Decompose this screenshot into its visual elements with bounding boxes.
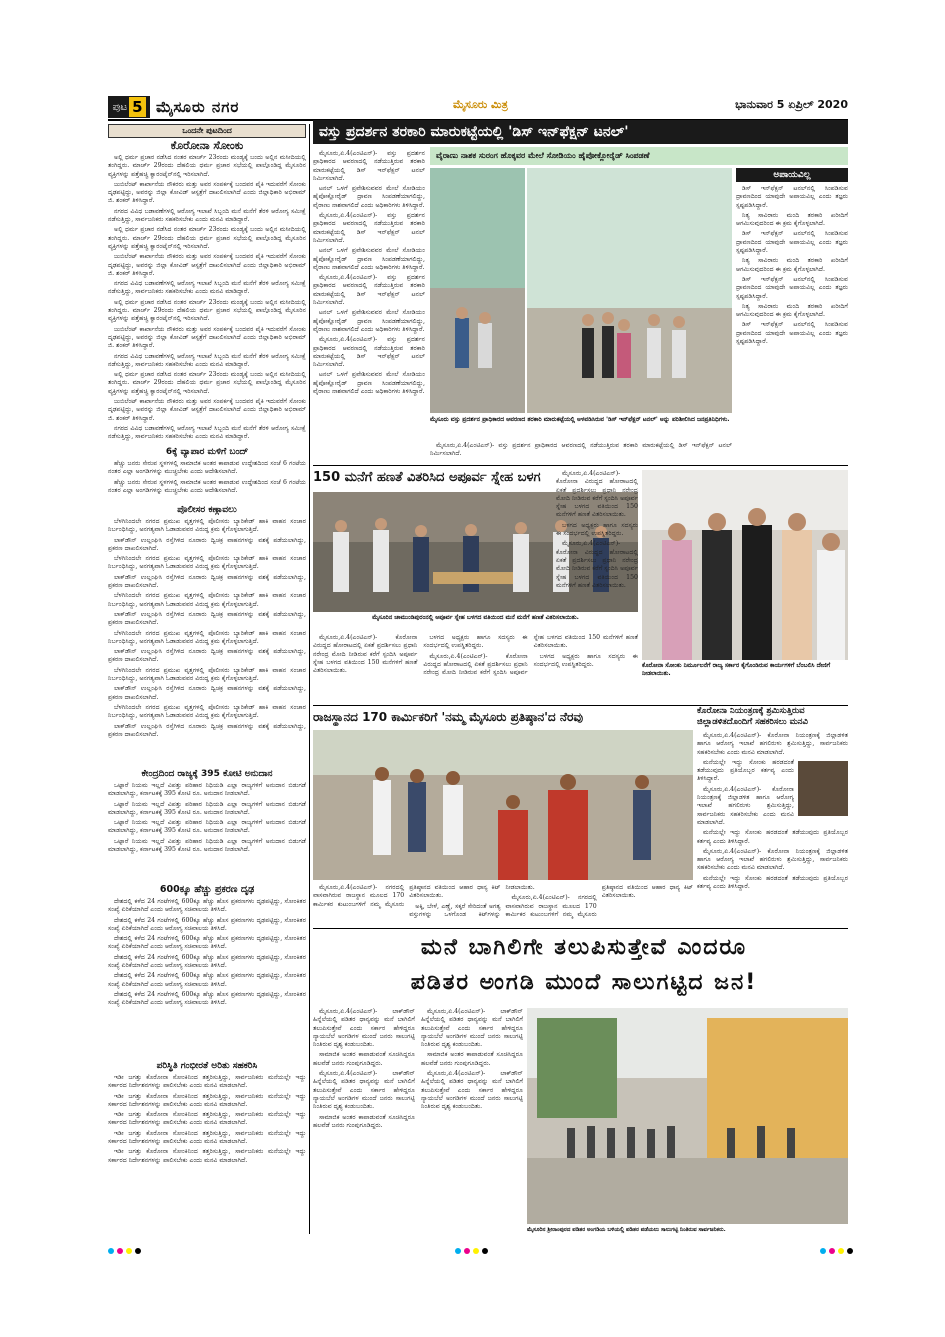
donation-photo [642,470,848,660]
paragraph: ಮೈಸೂರು,ಏ.4(ಎಂಟಿಎನ್)- ಲಾಕ್‌ಡೌನ್ ಹಿನ್ನೆಲೆಯಲ್ಲಿ ಪಡಿತರ ಧಾನ್ಯವನ್ನು ಮನೆ ಬಾಗಿಲಿಗೆ ತಲುಪಿಸುತ್ತೇವೆ ಎಂದು ಸರ್ಕಾರ ಹೇಳಿದ್ದರೂ ನ್ಯಾಯಬೆಲೆ ಅಂಗಡಿಗಳ ಮುಂದೆ ಜನರು ಸಾಲುಗಟ್ಟಿ ನಿಂತಿರುವ ದೃಶ್ಯ ಕಂಡುಬಂದಿತು. [421,1070,523,1111]
bottom-headline-line2: ಪಡಿತರ ಅಂಗಡಿ ಮುಂದೆ ಸಾಲುಗಟ್ಟಿದ ಜನ! [410,970,758,995]
top-story-body-col1 [313,150,425,460]
paragraph: ಒಟ್ಟಾರೆ ನಿಯಮ ಇಲ್ಲದೆ ವಿಪತ್ತು ಪರಿಹಾರ ನಿಧಿಯಡಿ ಎಲ್ಲಾ ರಾಜ್ಯಗಳಿಗೆ ಅನುದಾನ ಬಿಡುಗಡೆ ಮಾಡಲಾಗಿದ್ದು, ಕರ್ನಾಟಕಕ್ಕೆ 395 ಕೋಟಿ ರೂ. ಅನುದಾನ ನೀಡಲಾಗಿದೆ. [108,819,306,835]
paragraph: ದೇಶದಲ್ಲಿ ಕಳೆದ 24 ಗಂಟೆಗಳಲ್ಲಿ 600ಕ್ಕೂ ಹೆಚ್ಚು ಹೊಸ ಪ್ರಕರಣಗಳು ದೃಢಪಟ್ಟಿದ್ದು, ಸೋಂಕಿತರ ಸಂಖ್ಯೆ ಏರಿಕೆಯಾಗಿದೆ ಎಂದು ಆರೋಗ್ಯ ಸಚಿವಾಲಯ ತಿಳಿಸಿದೆ. [108,990,306,1007]
story3-body [313,884,693,924]
section-title: ಮೈಸೂರು ನಗರ [156,98,240,116]
sidebar-title: ಅಪಾಯವಿಲ್ಲ [736,168,848,182]
paragraph: ಲಾಕ್‌ಡೌನ್ ಉಲ್ಲಂಘಿಸಿ ರಸ್ತೆಗಿಳಿದ ನೂರಾರು ದ್ವಿಚಕ್ರ ವಾಹನಗಳನ್ನು ವಶಕ್ಕೆ ಪಡೆಯಲಾಗಿದ್ದು, ಪ್ರಕರಣ ದಾಖಲಿಸಲಾಗಿದೆ. [108,685,306,701]
paragraph: ಮೈಸೂರು,ಏ.4(ಎಂಟಿಎನ್)- ಕೊರೋನಾ ವಿರುದ್ಧದ ಹೋರಾಟದಲ್ಲಿ ಏಕತೆ ಪ್ರದರ್ಶಿಸಲು ಪ್ರಧಾನಿ ನರೇಂದ್ರ ಮೋದಿ ನೀಡಿರುವ ಕರೆಗೆ ಸ್ಪಂದಿಸಿ ಅಪೂರ್ವ ಸ್ನೇಹ ಬಳಗದ ವತಿಯಿಂದ 150 ಮನೆಗಳಿಗೆ ಹಣತೆ ವಿತರಿಸಲಾಯಿತು. [313,634,418,675]
paragraph: ಮೈಸೂರು,ಏ.4(ಎಂಟಿಎನ್)- ವಸ್ತು ಪ್ರದರ್ಶನ ಪ್ರಾಧಿಕಾರದ ಆವರಣದಲ್ಲಿ ನಡೆಯುತ್ತಿರುವ ತರಕಾರಿ ಮಾರುಕಟ್ಟೆಯಲ್ಲಿ ಡಿಸ್ ಇನ್‌ಫೆಕ್ಷನ್ ಟನಲ್ ನಿರ್ಮಿಸಲಾಗಿದೆ. [313,212,425,244]
paragraph: ಅಲ್ಲಿ ಧರ್ಮ ಪ್ರಚಾರ ನಡೆಸಿದ ನಂತರ ಮಾರ್ಚ್ 23ರಂದು ಮಂಡ್ಯಕ್ಕೆ ಬಂದು ಅಲ್ಲಿನ ಮಸೀದಿಯಲ್ಲಿ ತಂಗಿದ್ದರು. ಮಾರ್ಚ್ 29ರಂದು ದೆಹಲಿಯ ಧರ್ಮ ಪ್ರಚಾರ ಸಭೆಯಲ್ಲಿ ಪಾಲ್ಗೊಂಡಿದ್ದ ಮೈಸೂರಿನ ವ್ಯಕ್ತಿಗಳನ್ನು ಪತ್ತೆಹಚ್ಚಿ ಕ್ವಾರಂಟೈನ್‌ನಲ್ಲಿ ಇರಿಸಲಾಗಿದೆ. [108,154,306,178]
story4-headline: ಕೊರೋನಾ ನಿಯಂತ್ರಣಕ್ಕೆ ಶ್ರಮಿಸುತ್ತಿರುವ ಜಿಲ್ಲಾಡಳಿತದೊಂದಿಗೆ ಸಹಕರಿಸಲು ಮನವಿ [697,706,808,727]
paragraph: ಮೈಸೂರು,ಏ.4(ಎಂಟಿಎನ್)- ಲಾಕ್‌ಡೌನ್ ಹಿನ್ನೆಲೆಯಲ್ಲಿ ಪಡಿತರ ಧಾನ್ಯವನ್ನು ಮನೆ ಬಾಗಿಲಿಗೆ ತಲುಪಿಸುತ್ತೇವೆ ಎಂದು ಸರ್ಕಾರ ಹೇಳಿದ್ದರೂ ನ್ಯಾಯಬೆಲೆ ಅಂಗಡಿಗಳ ಮುಂದೆ ಜನರು ಸಾಲುಗಟ್ಟಿ ನಿಂತಿರುವ ದೃಶ್ಯ ಕಂಡುಬಂದಿತು. [313,1008,415,1049]
paragraph: ದೇಶದಲ್ಲಿ ಕಳೆದ 24 ಗಂಟೆಗಳಲ್ಲಿ 600ಕ್ಕೂ ಹೆಚ್ಚು ಹೊಸ ಪ್ರಕರಣಗಳು ದೃಢಪಟ್ಟಿದ್ದು, ಸೋಂಕಿತರ ಸಂಖ್ಯೆ ಏರಿಕೆಯಾಗಿದೆ ಎಂದು ಆರೋಗ್ಯ ಸಚಿವಾಲಯ ತಿಳಿಸಿದೆ. [108,935,306,951]
paragraph: ನಗರದ ವಿವಿಧ ಬಡಾವಣೆಗಳಲ್ಲಿ ಆರೋಗ್ಯ ಇಲಾಖೆ ಸಿಬ್ಬಂದಿ ಮನೆ ಮನೆಗೆ ತೆರಳಿ ಆರೋಗ್ಯ ಸಮೀಕ್ಷೆ ನಡೆಸುತ್ತಿದ್ದು, ಸಾರ್ವಜನಿಕರು ಸಹಕರಿಸಬೇಕು ಎಂದು ಮನವಿ ಮಾಡಿದ್ದಾರೆ. [108,352,306,368]
paragraph: ಹೆಚ್ಚು ಜನರು ಸೇರುವ ಸ್ಥಳಗಳಲ್ಲಿ ಸಾಮಾಜಿಕ ಅಂತರ ಕಾಪಾಡುವ ಉದ್ದೇಶದಿಂದ ಸಂಜೆ 6 ಗಂಟೆಯ ನಂತರ ಎಲ್ಲಾ ಅಂಗಡಿಗಳನ್ನು ಮುಚ್ಚಬೇಕು ಎಂದು ಆದೇಶಿಸಲಾಗಿದೆ. [108,460,306,476]
paragraph: ದೇಶದಲ್ಲಿ ಕಳೆದ 24 ಗಂಟೆಗಳಲ್ಲಿ 600ಕ್ಕೂ ಹೆಚ್ಚು ಹೊಸ ಪ್ರಕರಣಗಳು ದೃಢಪಟ್ಟಿದ್ದು, ಸೋಂಕಿತರ ಸಂಖ್ಯೆ ಏರಿಕೆಯಾಗಿದೆ ಎಂದು ಆರೋಗ್ಯ ಸಚಿವಾಲಯ ತಿಳಿಸಿದೆ. [108,916,306,932]
paragraph: ದೇಶದಲ್ಲಿ ಕಳೆದ 24 ಗಂಟೆಗಳಲ್ಲಿ 600ಕ್ಕೂ ಹೆಚ್ಚು ಹೊಸ ಪ್ರಕರಣಗಳು ದೃಢಪಟ್ಟಿದ್ದು, ಸೋಂಕಿತರ ಸಂಖ್ಯೆ ಏರಿಕೆಯಾಗಿದೆ ಎಂದು ಆರೋಗ್ಯ ಸಚಿವಾಲಯ ತಿಳಿಸಿದೆ. [108,972,306,988]
paragraph: ಒಟ್ಟಾರೆ ನಿಯಮ ಇಲ್ಲದೆ ವಿಪತ್ತು ಪರಿಹಾರ ನಿಧಿಯಡಿ ಎಲ್ಲಾ ರಾಜ್ಯಗಳಿಗೆ ಅನುದಾನ ಬಿಡುಗಡೆ ಮಾಡಲಾಗಿದ್ದು, ಕರ್ನಾಟಕಕ್ಕೆ 395 ಕೋಟಿ ರೂ. ಅನುದಾನ ನೀಡಲಾಗಿದೆ. [108,837,306,854]
paragraph: ನಗರದ ವಿವಿಧ ಬಡಾವಣೆಗಳಲ್ಲಿ ಆರೋಗ್ಯ ಇಲಾಖೆ ಸಿಬ್ಬಂದಿ ಮನೆ ಮನೆಗೆ ತೆರಳಿ ಆರೋಗ್ಯ ಸಮೀಕ್ಷೆ ನಡೆಸುತ್ತಿದ್ದು, ಸಾರ್ವಜನಿಕರು ಸಹಕರಿಸಬೇಕು ಎಂದು ಮನವಿ ಮಾಡಿದ್ದಾರೆ. [108,424,306,441]
story-cases-body [108,898,306,1058]
paragraph: ದೇಶದಲ್ಲಿ ಕಳೆದ 24 ಗಂಟೆಗಳಲ್ಲಿ 600ಕ್ಕೂ ಹೆಚ್ಚು ಹೊಸ ಪ್ರಕರಣಗಳು ದೃಢಪಟ್ಟಿದ್ದು, ಸೋಂಕಿತರ ಸಂಖ್ಯೆ ಏರಿಕೆಯಾಗಿದೆ ಎಂದು ಆರೋಗ್ಯ ಸಚಿವಾಲಯ ತಿಳಿಸಿದೆ. [108,953,306,970]
kicker: ಒಂದನೇ ಪುಟದಿಂದ [108,124,306,138]
section-rule [313,928,848,929]
paragraph: ಬಳಗದ ಅಧ್ಯಕ್ಷರು ಹಾಗೂ ಸದಸ್ಯರು ಈ ಸಂದರ್ಭದಲ್ಲಿ ಉಪಸ್ಥಿತರಿದ್ದರು. [533,652,638,668]
paragraph: ಬೆಳಗಿನಿಂದಲೇ ನಗರದ ಪ್ರಮುಖ ವೃತ್ತಗಳಲ್ಲಿ ಪೊಲೀಸರು ಬ್ಯಾರಿಕೇಡ್ ಹಾಕಿ ವಾಹನ ಸಂಚಾರ ನಿರ್ಬಂಧಿಸಿದ್ದು, ಅನಗತ್ಯವಾಗಿ ಓಡಾಡುವವರ ವಿರುದ್ಧ ಕ್ರಮ ಕೈಗೊಳ್ಳಲಾಗುತ್ತಿದೆ. [108,518,306,534]
story-corona-body [108,154,306,444]
paragraph: ಇಡೀ ಜಗತ್ತು ಕೊರೋನಾ ಸೋಂಕಿನಿಂದ ತತ್ತರಿಸುತ್ತಿದ್ದು, ಸಾರ್ವಜನಿಕರು ಮನೆಯಲ್ಲೇ ಇದ್ದು ಸರ್ಕಾರದ ನಿರ್ದೇಶನಗಳನ್ನು ಪಾಲಿಸಬೇಕು ಎಂದು ಮನವಿ ಮಾಡಲಾಗಿದೆ. [108,1129,306,1146]
section-rule [313,465,848,466]
paragraph: ಲಾಕ್‌ಡೌನ್ ಉಲ್ಲಂಘಿಸಿ ರಸ್ತೆಗಿಳಿದ ನೂರಾರು ದ್ವಿಚಕ್ರ ವಾಹನಗಳನ್ನು ವಶಕ್ಕೆ ಪಡೆಯಲಾಗಿದ್ದು, ಪ್ರಕರಣ ದಾಖಲಿಸಲಾಗಿದೆ. [108,573,306,590]
paragraph: ಮನೆಯಲ್ಲೇ ಇದ್ದು ಸೋಂಕು ಹರಡದಂತೆ ತಡೆಯುವುದು ಪ್ರತಿಯೊಬ್ಬರ ಕರ್ತವ್ಯ ಎಂದು ತಿಳಿಸಿದ್ದಾರೆ. [697,874,848,891]
paragraph: ನಿತ್ಯ ಸಾವಿರಾರು ಮಂದಿ ತರಕಾರಿ ಖರೀದಿಗೆ ಆಗಮಿಸುವುದರಿಂದ ಈ ಕ್ರಮ ಕೈಗೊಳ್ಳಲಾಗಿದೆ. [736,257,848,273]
paragraph: ಬಳಗದ ಅಧ್ಯಕ್ಷರು ಹಾಗೂ ಸದಸ್ಯರು ಈ ಸಂದರ್ಭದಲ್ಲಿ ಉಪಸ್ಥಿತರಿದ್ದರು. [556,521,638,538]
paragraph: ಇಡೀ ಜಗತ್ತು ಕೊರೋನಾ ಸೋಂಕಿನಿಂದ ತತ್ತರಿಸುತ್ತಿದ್ದು, ಸಾರ್ವಜನಿಕರು ಮನೆಯಲ್ಲೇ ಇದ್ದು ಸರ್ಕಾರದ ನಿರ್ದೇಶನಗಳನ್ನು ಪಾಲಿಸಬೇಕು ಎಂದು ಮನವಿ ಮಾಡಲಾಗಿದೆ. [108,1092,306,1108]
paragraph: ಸಾಮಾಜಿಕ ಅಂತರ ಕಾಪಾಡುವಂತೆ ಸೂಚಿಸಿದ್ದರೂ ಹಲವೆಡೆ ಜನರು ಗುಂಪುಗೂಡಿದ್ದರು. [421,1051,523,1067]
tunnel-photo-main [527,168,732,413]
paragraph: ಅಲ್ಲಿ ಧರ್ಮ ಪ್ರಚಾರ ನಡೆಸಿದ ನಂತರ ಮಾರ್ಚ್ 23ರಂದು ಮಂಡ್ಯಕ್ಕೆ ಬಂದು ಅಲ್ಲಿನ ಮಸೀದಿಯಲ್ಲಿ ತಂಗಿದ್ದರು. ಮಾರ್ಚ್ 29ರಂದು ದೆಹಲಿಯ ಧರ್ಮ ಪ್ರಚಾರ ಸಭೆಯಲ್ಲಿ ಪಾಲ್ಗೊಂಡಿದ್ದ ಮೈಸೂರಿನ ವ್ಯಕ್ತಿಗಳನ್ನು ಪತ್ತೆಹಚ್ಚಿ ಕ್ವಾರಂಟೈನ್‌ನಲ್ಲಿ ಇರಿಸಲಾಗಿದೆ. [108,226,306,250]
paragraph: ನಿತ್ಯ ಸಾವಿರಾರು ಮಂದಿ ತರಕಾರಿ ಖರೀದಿಗೆ ಆಗಮಿಸುವುದರಿಂದ ಈ ಕ್ರಮ ಕೈಗೊಳ್ಳಲಾಗಿದೆ. [736,211,848,228]
print-registration-marks [820,1248,853,1254]
paragraph: ಬೆಳಗಿನಿಂದಲೇ ನಗರದ ಪ್ರಮುಖ ವೃತ್ತಗಳಲ್ಲಿ ಪೊಲೀಸರು ಬ್ಯಾರಿಕೇಡ್ ಹಾಕಿ ವಾಹನ ಸಂಚಾರ ನಿರ್ಬಂಧಿಸಿದ್ದು, ಅನಗತ್ಯವಾಗಿ ಓಡಾಡುವವರ ವಿರುದ್ಧ ಕ್ರಮ ಕೈಗೊಳ್ಳಲಾಗುತ್ತಿದೆ. [108,555,306,571]
story2-caption: ಮೈಸೂರಿನ ಚಾಮುಂಡಿಪುರಂನಲ್ಲಿ ಅಪೂರ್ವ ಸ್ನೇಹ ಬಳಗದ ವತಿಯಿಂದ ಮನೆ ಮನೆಗೆ ಹಣತೆ ವಿತರಿಸಲಾಯಿತು. [372,614,579,621]
paragraph: ಅಕ್ಕಿ, ಬೇಳೆ, ಎಣ್ಣೆ, ಸಕ್ಕರೆ ಸೇರಿದಂತೆ ಅಗತ್ಯ ವಸ್ತುಗಳನ್ನು ಒಳಗೊಂಡ ಕಿಟ್‌ಗಳನ್ನು ನೀಡಲಾಯಿತು. [409,884,535,918]
paragraph: ಮೈಸೂರು,ಏ.4(ಎಂಟಿಎನ್)- ಕೊರೋನಾ ನಿಯಂತ್ರಣಕ್ಕೆ ಜಿಲ್ಲಾಡಳಿತ ಹಾಗೂ ಆರೋಗ್ಯ ಇಲಾಖೆ ಹಗಲಿರುಳು ಶ್ರಮಿಸುತ್ತಿದ್ದು, ಸಾರ್ವಜನಿಕರು ಸಹಕರಿಸಬೇಕು ಎಂದು ಮನವಿ ಮಾಡಲಾಗಿದೆ. [697,847,848,872]
paragraph: ಟನಲ್ ಒಳಗೆ ಪ್ರವೇಶಿಸುವವರ ಮೇಲೆ ಸೋಡಿಯಂ ಹೈಪೋಕ್ಲೋರೈಡ್ ದ್ರಾವಣ ಸಿಂಪಡಣೆಯಾಗಲಿದ್ದು, ವೈರಾಣು ನಾಶವಾಗಲಿದೆ ಎಂದು ಅಧಿಕಾರಿಗಳು ತಿಳಿಸಿದ್ದಾರೆ. [313,309,425,333]
paragraph: ಸಾಮಾಜಿಕ ಅಂತರ ಕಾಪಾಡುವಂತೆ ಸೂಚಿಸಿದ್ದರೂ ಹಲವೆಡೆ ಜನರು ಗುಂಪುಗೂಡಿದ್ದರು. [313,1051,415,1067]
page-number-box [108,96,150,118]
top-story-subhead: ವೈರಾಣು ನಾಶಕ ಸುರಂಗ ಹೊಕ್ಕವರ ಮೇಲೆ ಸೋಡಿಯಂ ಹೈಪೋಕ್ಲೋರೈಡ್ ಸಿಂಪಡಣೆ [430,147,848,165]
top-story-caption: ಮೈಸೂರು ವಸ್ತು ಪ್ರದರ್ಶನ ಪ್ರಾಧಿಕಾರದ ಆವರಣದ ತರಕಾರಿ ಮಾರುಕಟ್ಟೆಯಲ್ಲಿ ಅಳವಡಿಸಿರುವ 'ಡಿಸ್ ಇನ್‌ಫೆಕ್ಷನ್ ಟನಲ್' ಅನ್ನು ಪರಿಶೀಲಿಸಿದ ಜನಪ್ರತಿನಿಧಿಗಳು. [430,416,730,423]
paragraph: ಹೆಚ್ಚು ಜನರು ಸೇರುವ ಸ್ಥಳಗಳಲ್ಲಿ ಸಾಮಾಜಿಕ ಅಂತರ ಕಾಪಾಡುವ ಉದ್ದೇಶದಿಂದ ಸಂಜೆ 6 ಗಂಟೆಯ ನಂತರ ಎಲ್ಲಾ ಅಂಗಡಿಗಳನ್ನು ಮುಚ್ಚಬೇಕು ಎಂದು ಆದೇಶಿಸಲಾಗಿದೆ. [108,478,306,494]
paragraph: ಮೈಸೂರು,ಏ.4(ಎಂಟಿಎನ್)- ಕೊರೋನಾ ವಿರುದ್ಧದ ಹೋರಾಟದಲ್ಲಿ ಏಕತೆ ಪ್ರದರ್ಶಿಸಲು ಪ್ರಧಾನಿ ನರೇಂದ್ರ ಮೋದಿ ನೀಡಿರುವ ಕರೆಗೆ ಸ್ಪಂದಿಸಿ ಅಪೂರ್ವ ಸ್ನೇಹ ಬಳಗದ ವತಿಯಿಂದ 150 ಮನೆಗಳಿಗೆ ಹಣತೆ ವಿತರಿಸಲಾಯಿತು. [556,470,638,519]
paragraph: ದೇಶದಲ್ಲಿ ಕಳೆದ 24 ಗಂಟೆಗಳಲ್ಲಿ 600ಕ್ಕೂ ಹೆಚ್ಚು ಹೊಸ ಪ್ರಕರಣಗಳು ದೃಢಪಟ್ಟಿದ್ದು, ಸೋಂಕಿತರ ಸಂಖ್ಯೆ ಏರಿಕೆಯಾಗಿದೆ ಎಂದು ಆರೋಗ್ಯ ಸಚಿವಾಲಯ ತಿಳಿಸಿದೆ. [108,898,306,914]
paragraph: ಅಲ್ಲಿ ಧರ್ಮ ಪ್ರಚಾರ ನಡೆಸಿದ ನಂತರ ಮಾರ್ಚ್ 23ರಂದು ಮಂಡ್ಯಕ್ಕೆ ಬಂದು ಅಲ್ಲಿನ ಮಸೀದಿಯಲ್ಲಿ ತಂಗಿದ್ದರು. ಮಾರ್ಚ್ 29ರಂದು ದೆಹಲಿಯ ಧರ್ಮ ಪ್ರಚಾರ ಸಭೆಯಲ್ಲಿ ಪಾಲ್ಗೊಂಡಿದ್ದ ಮೈಸೂರಿನ ವ್ಯಕ್ತಿಗಳನ್ನು ಪತ್ತೆಹಚ್ಚಿ ಕ್ವಾರಂಟೈನ್‌ನಲ್ಲಿ ಇರಿಸಲಾಗಿದೆ. [108,371,306,395]
left-column [108,124,306,1234]
paragraph: ಒಟ್ಟಾರೆ ನಿಯಮ ಇಲ್ಲದೆ ವಿಪತ್ತು ಪರಿಹಾರ ನಿಧಿಯಡಿ ಎಲ್ಲಾ ರಾಜ್ಯಗಳಿಗೆ ಅನುದಾನ ಬಿಡುಗಡೆ ಮಾಡಲಾಗಿದ್ದು, ಕರ್ನಾಟಕಕ್ಕೆ 395 ಕೋಟಿ ರೂ. ಅನುದಾನ ನೀಡಲಾಗಿದೆ. [108,800,306,816]
paragraph: ಮೈಸೂರು,ಏ.4(ಎಂಟಿಎನ್)- ಕೊರೋನಾ ವಿರುದ್ಧದ ಹೋರಾಟದಲ್ಲಿ ಏಕತೆ ಪ್ರದರ್ಶಿಸಲು ಪ್ರಧಾನಿ ನರೇಂದ್ರ ಮೋದಿ ನೀಡಿರುವ ಕರೆಗೆ ಸ್ಪಂದಿಸಿ ಅಪೂರ್ವ ಸ್ನೇಹ ಬಳಗದ ವತಿಯಿಂದ 150 ಮನೆಗಳಿಗೆ ಹಣತೆ ವಿತರಿಸಲಾಯಿತು. [423,634,638,677]
ration-queue-caption: ಮೈಸೂರಿನ ಶ್ರೀರಾಂಪುರದ ಪಡಿತರ ಅಂಗಡಿಯ ಬಳಿಯಲ್ಲಿ ಪಡಿತರ ಪಡೆಯಲು ಸಾಲುಗಟ್ಟಿ ನಿಂತಿರುವ ಸಾರ್ವಜನಿಕರು. [527,1227,726,1233]
paragraph: ಬೆಳಗಿನಿಂದಲೇ ನಗರದ ಪ್ರಮುಖ ವೃತ್ತಗಳಲ್ಲಿ ಪೊಲೀಸರು ಬ್ಯಾರಿಕೇಡ್ ಹಾಕಿ ವಾಹನ ಸಂಚಾರ ನಿರ್ಬಂಧಿಸಿದ್ದು, ಅನಗತ್ಯವಾಗಿ ಓಡಾಡುವವರ ವಿರುದ್ಧ ಕ್ರಮ ಕೈಗೊಳ್ಳಲಾಗುತ್ತಿದೆ. [108,666,306,683]
headline-corona: ಕೊರೋನಾ ಸೋಂಕು [170,139,244,152]
portrait-photo [798,761,848,816]
paper-name: ಮೈಸೂರು ಮಿತ್ರ [453,98,508,111]
paragraph: ಬೆಳಗಿನಿಂದಲೇ ನಗರದ ಪ್ರಮುಖ ವೃತ್ತಗಳಲ್ಲಿ ಪೊಲೀಸರು ಬ್ಯಾರಿಕೇಡ್ ಹಾಕಿ ವಾಹನ ಸಂಚಾರ ನಿರ್ಬಂಧಿಸಿದ್ದು, ಅನಗತ್ಯವಾಗಿ ಓಡಾಡುವವರ ವಿರುದ್ಧ ಕ್ರಮ ಕೈಗೊಳ್ಳಲಾಗುತ್ತಿದೆ. [108,592,306,608]
page-number: 5 [129,97,145,117]
paragraph: ಲಾಕ್‌ಡೌನ್ ಉಲ್ಲಂಘಿಸಿ ರಸ್ತೆಗಿಳಿದ ನೂರಾರು ದ್ವಿಚಕ್ರ ವಾಹನಗಳನ್ನು ವಶಕ್ಕೆ ಪಡೆಯಲಾಗಿದ್ದು, ಪ್ರಕರಣ ದಾಖಲಿಸಲಾಗಿದೆ. [108,536,306,552]
paragraph: ಮೈಸೂರು,ಏ.4(ಎಂಟಿಎನ್)- ನಗರದಲ್ಲಿ ವಾಸವಾಗಿರುವ ರಾಜಸ್ಥಾನ ಮೂಲದ 170 ಕಾರ್ಮಿಕರ ಕುಟುಂಬಗಳಿಗೆ ನಮ್ಮ ಮೈಸೂರು ಪ್ರತಿಷ್ಠಾನದ ವತಿಯಿಂದ ಆಹಾರ ಧಾನ್ಯ ಕಿಟ್ ವಿತರಿಸಲಾಯಿತು. [505,884,693,918]
top-story-body-col2 [430,442,732,464]
story4-body [697,732,848,924]
paragraph: ಬಳಗದ ಅಧ್ಯಕ್ಷರು ಹಾಗೂ ಸದಸ್ಯರು ಈ ಸಂದರ್ಭದಲ್ಲಿ ಉಪಸ್ಥಿತರಿದ್ದರು. [423,634,528,650]
paragraph: ಇಡೀ ಜಗತ್ತು ಕೊರೋನಾ ಸೋಂಕಿನಿಂದ ತತ್ತರಿಸುತ್ತಿದ್ದು, ಸಾರ್ವಜನಿಕರು ಮನೆಯಲ್ಲೇ ಇದ್ದು ಸರ್ಕಾರದ ನಿರ್ದೇಶನಗಳನ್ನು ಪಾಲಿಸಬೇಕು ಎಂದು ಮನವಿ ಮಾಡಲಾಗಿದೆ. [108,1111,306,1127]
story-grant-body [108,782,306,882]
paragraph: ಲಾಕ್‌ಡೌನ್ ಉಲ್ಲಂಘಿಸಿ ರಸ್ತೆಗಿಳಿದ ನೂರಾರು ದ್ವಿಚಕ್ರ ವಾಹನಗಳನ್ನು ವಶಕ್ಕೆ ಪಡೆಯಲಾಗಿದ್ದು, ಪ್ರಕರಣ ದಾಖಲಿಸಲಾಗಿದೆ. [108,610,306,627]
story-police-body [108,518,306,766]
story3-photo [313,730,693,880]
headline-cooperate: ಪರಿಸ್ಥಿತಿ ಗಂಭೀರತೆ ಅರಿತು ಸಹಕರಿಸಿ [156,1061,258,1071]
paragraph: ಮೈಸೂರು,ಏ.4(ಎಂಟಿಎನ್)- ಲಾಕ್‌ಡೌನ್ ಹಿನ್ನೆಲೆಯಲ್ಲಿ ಪಡಿತರ ಧಾನ್ಯವನ್ನು ಮನೆ ಬಾಗಿಲಿಗೆ ತಲುಪಿಸುತ್ತೇವೆ ಎಂದು ಸರ್ಕಾರ ಹೇಳಿದ್ದರೂ ನ್ಯಾಯಬೆಲೆ ಅಂಗಡಿಗಳ ಮುಂದೆ ಜನರು ಸಾಲುಗಟ್ಟಿ ನಿಂತಿರುವ ದೃಶ್ಯ ಕಂಡುಬಂದಿತು. [313,1070,415,1111]
paragraph: ಮೈಸೂರು,ಏ.4(ಎಂಟಿಎನ್)- ವಸ್ತು ಪ್ರದರ್ಶನ ಪ್ರಾಧಿಕಾರದ ಆವರಣದಲ್ಲಿ ನಡೆಯುತ್ತಿರುವ ತರಕಾರಿ ಮಾರುಕಟ್ಟೆಯಲ್ಲಿ ಡಿಸ್ ಇನ್‌ಫೆಕ್ಷನ್ ಟನಲ್ ನಿರ್ಮಿಸಲಾಗಿದೆ. [313,336,425,369]
paragraph: ಇಡೀ ಜಗತ್ತು ಕೊರೋನಾ ಸೋಂಕಿನಿಂದ ತತ್ತರಿಸುತ್ತಿದ್ದು, ಸಾರ್ವಜನಿಕರು ಮನೆಯಲ್ಲೇ ಇದ್ದು ಸರ್ಕಾರದ ನಿರ್ದೇಶನಗಳನ್ನು ಪಾಲಿಸಬೇಕು ಎಂದು ಮನವಿ ಮಾಡಲಾಗಿದೆ. [108,1148,306,1164]
story-cooperate-body [108,1074,306,1204]
paragraph: ಡಿಸ್ ಇನ್‌ಫೆಕ್ಷನ್ ಟನಲ್‌ನಲ್ಲಿ ಸಿಂಪಡಿಸುವ ದ್ರಾವಣದಿಂದ ಯಾವುದೇ ಅಪಾಯವಿಲ್ಲ ಎಂದು ತಜ್ಞರು ಸ್ಪಷ್ಟಪಡಿಸಿದ್ದಾರೆ. [736,230,848,255]
sidebar-body [736,185,848,463]
paragraph: ಅಲ್ಲಿ ಧರ್ಮ ಪ್ರಚಾರ ನಡೆಸಿದ ನಂತರ ಮಾರ್ಚ್ 23ರಂದು ಮಂಡ್ಯಕ್ಕೆ ಬಂದು ಅಲ್ಲಿನ ಮಸೀದಿಯಲ್ಲಿ ತಂಗಿದ್ದರು. ಮಾರ್ಚ್ 29ರಂದು ದೆಹಲಿಯ ಧರ್ಮ ಪ್ರಚಾರ ಸಭೆಯಲ್ಲಿ ಪಾಲ್ಗೊಂಡಿದ್ದ ಮೈಸೂರಿನ ವ್ಯಕ್ತಿಗಳನ್ನು ಪತ್ತೆಹಚ್ಚಿ ಕ್ವಾರಂಟೈನ್‌ನಲ್ಲಿ ಇರಿಸಲಾಗಿದೆ. [108,298,306,323]
print-registration-marks [108,1248,141,1254]
paragraph: ಸಾಮಾಜಿಕ ಅಂತರ ಕಾಪಾಡುವಂತೆ ಸೂಚಿಸಿದ್ದರೂ ಹಲವೆಡೆ ಜನರು ಗುಂಪುಗೂಡಿದ್ದರು. [313,1113,415,1129]
paragraph: ಜುಬಿಲೆಂಟ್ ಕಾರ್ಖಾನೆಯ ನೌಕರರು ಮತ್ತು ಅವರ ಸಂಪರ್ಕಕ್ಕೆ ಬಂದವರ ಪೈಕಿ ಇದುವರೆಗೆ ಸೋಂಕು ದೃಢಪಟ್ಟಿದ್ದು, ಅವರನ್ನು ಜಿಲ್ಲಾ ಕೋವಿಡ್ ಆಸ್ಪತ್ರೆಗೆ ದಾಖಲಿಸಲಾಗಿದೆ ಎಂದು ಜಿಲ್ಲಾಧಿಕಾರಿ ಅಭಿರಾಮ್ ಜಿ. ಶಂಕರ್ ತಿಳಿಸಿದ್ದಾರೆ. [108,180,306,205]
paragraph: ಡಿಸ್ ಇನ್‌ಫೆಕ್ಷನ್ ಟನಲ್‌ನಲ್ಲಿ ಸಿಂಪಡಿಸುವ ದ್ರಾವಣದಿಂದ ಯಾವುದೇ ಅಪಾಯವಿಲ್ಲ ಎಂದು ತಜ್ಞರು ಸ್ಪಷ್ಟಪಡಿಸಿದ್ದಾರೆ. [736,185,848,209]
paragraph: ಮೈಸೂರು,ಏ.4(ಎಂಟಿಎನ್)- ಕೊರೋನಾ ವಿರುದ್ಧದ ಹೋರಾಟದಲ್ಲಿ ಏಕತೆ ಪ್ರದರ್ಶಿಸಲು ಪ್ರಧಾನಿ ನರೇಂದ್ರ ಮೋದಿ ನೀಡಿರುವ ಕರೆಗೆ ಸ್ಪಂದಿಸಿ ಅಪೂರ್ವ ಸ್ನೇಹ ಬಳಗದ ವತಿಯಿಂದ 150 ಮನೆಗಳಿಗೆ ಹಣತೆ ವಿತರಿಸಲಾಯಿತು. [556,540,638,589]
paragraph: ಮನೆಯಲ್ಲೇ ಇದ್ದು ಸೋಂಕು ಹರಡದಂತೆ ತಡೆಯುವುದು ಪ್ರತಿಯೊಬ್ಬರ ಕರ್ತವ್ಯ ಎಂದು ತಿಳಿಸಿದ್ದಾರೆ. [697,758,794,783]
paragraph: ಡಿಸ್ ಇನ್‌ಫೆಕ್ಷನ್ ಟನಲ್‌ನಲ್ಲಿ ಸಿಂಪಡಿಸುವ ದ್ರಾವಣದಿಂದ ಯಾವುದೇ ಅಪಾಯವಿಲ್ಲ ಎಂದು ತಜ್ಞರು ಸ್ಪಷ್ಟಪಡಿಸಿದ್ದಾರೆ. [736,275,848,300]
print-registration-marks [455,1248,488,1254]
paragraph: ಮೈಸೂರು,ಏ.4(ಎಂಟಿಎನ್)- ಲಾಕ್‌ಡೌನ್ ಹಿನ್ನೆಲೆಯಲ್ಲಿ ಪಡಿತರ ಧಾನ್ಯವನ್ನು ಮನೆ ಬಾಗಿಲಿಗೆ ತಲುಪಿಸುತ್ತೇವೆ ಎಂದು ಸರ್ಕಾರ ಹೇಳಿದ್ದರೂ ನ್ಯಾಯಬೆಲೆ ಅಂಗಡಿಗಳ ಮುಂದೆ ಜನರು ಸಾಲುಗಟ್ಟಿ ನಿಂತಿರುವ ದೃಶ್ಯ ಕಂಡುಬಂದಿತು. [421,1008,523,1049]
paragraph: ಬೆಳಗಿನಿಂದಲೇ ನಗರದ ಪ್ರಮುಖ ವೃತ್ತಗಳಲ್ಲಿ ಪೊಲೀಸರು ಬ್ಯಾರಿಕೇಡ್ ಹಾಕಿ ವಾಹನ ಸಂಚಾರ ನಿರ್ಬಂಧಿಸಿದ್ದು, ಅನಗತ್ಯವಾಗಿ ಓಡಾಡುವವರ ವಿರುದ್ಧ ಕ್ರಮ ಕೈಗೊಳ್ಳಲಾಗುತ್ತಿದೆ. [108,703,306,720]
paragraph: ಲಾಕ್‌ಡೌನ್ ಉಲ್ಲಂಘಿಸಿ ರಸ್ತೆಗಿಳಿದ ನೂರಾರು ದ್ವಿಚಕ್ರ ವಾಹನಗಳನ್ನು ವಶಕ್ಕೆ ಪಡೆಯಲಾಗಿದ್ದು, ಪ್ರಕರಣ ದಾಖಲಿಸಲಾಗಿದೆ. [108,722,306,738]
paragraph: ಡಿಸ್ ಇನ್‌ಫೆಕ್ಷನ್ ಟನಲ್‌ನಲ್ಲಿ ಸಿಂಪಡಿಸುವ ದ್ರಾವಣದಿಂದ ಯಾವುದೇ ಅಪಾಯವಿಲ್ಲ ಎಂದು ತಜ್ಞರು ಸ್ಪಷ್ಟಪಡಿಸಿದ್ದಾರೆ. [736,321,848,346]
paragraph: ಜುಬಿಲೆಂಟ್ ಕಾರ್ಖಾನೆಯ ನೌಕರರು ಮತ್ತು ಅವರ ಸಂಪರ್ಕಕ್ಕೆ ಬಂದವರ ಪೈಕಿ ಇದುವರೆಗೆ ಸೋಂಕು ದೃಢಪಟ್ಟಿದ್ದು, ಅವರನ್ನು ಜಿಲ್ಲಾ ಕೋವಿಡ್ ಆಸ್ಪತ್ರೆಗೆ ದಾಖಲಿಸಲಾಗಿದೆ ಎಂದು ಜಿಲ್ಲಾಧಿಕಾರಿ ಅಭಿರಾಮ್ ಜಿ. ಶಂಕರ್ ತಿಳಿಸಿದ್ದಾರೆ. [108,398,306,422]
column-rule [309,124,310,1234]
story2-headline: 150 ಮನೆಗೆ ಹಣತೆ ವಿತರಿಸಿದ ಅಪೂರ್ವ ಸ್ನೇಹ ಬಳಗ [313,470,541,485]
paragraph: ಮನೆಯಲ್ಲೇ ಇದ್ದು ಸೋಂಕು ಹರಡದಂತೆ ತಡೆಯುವುದು ಪ್ರತಿಯೊಬ್ಬರ ಕರ್ತವ್ಯ ಎಂದು ತಿಳಿಸಿದ್ದಾರೆ. [697,829,848,845]
paragraph: ಮೈಸೂರು,ಏ.4(ಎಂಟಿಎನ್)- ಕೊರೋನಾ ನಿಯಂತ್ರಣಕ್ಕೆ ಜಿಲ್ಲಾಡಳಿತ ಹಾಗೂ ಆರೋಗ್ಯ ಇಲಾಖೆ ಹಗಲಿರುಳು ಶ್ರಮಿಸುತ್ತಿದ್ದು, ಸಾರ್ವಜನಿಕರು ಸಹಕರಿಸಬೇಕು ಎಂದು ಮನವಿ ಮಾಡಲಾಗಿದೆ. [697,785,794,826]
headline-grant: ಕೇಂದ್ರದಿಂದ ರಾಜ್ಯಕ್ಕೆ 395 ಕೋಟಿ ಅನುದಾನ [141,769,273,779]
bottom-headline-line1: ಮನೆ ಬಾಗಿಲಿಗೇ ತಲುಪಿಸುತ್ತೇವೆ ಎಂದರೂ [420,935,748,960]
paragraph: ಇಡೀ ಜಗತ್ತು ಕೊರೋನಾ ಸೋಂಕಿನಿಂದ ತತ್ತರಿಸುತ್ತಿದ್ದು, ಸಾರ್ವಜನಿಕರು ಮನೆಯಲ್ಲೇ ಇದ್ದು ಸರ್ಕಾರದ ನಿರ್ದೇಶನಗಳನ್ನು ಪಾಲಿಸಬೇಕು ಎಂದು ಮನವಿ ಮಾಡಲಾಗಿದೆ. [108,1074,306,1090]
paragraph: ಮೈಸೂರು,ಏ.4(ಎಂಟಿಎನ್)- ನಗರದಲ್ಲಿ ವಾಸವಾಗಿರುವ ರಾಜಸ್ಥಾನ ಮೂಲದ 170 ಕಾರ್ಮಿಕರ ಕುಟುಂಬಗಳಿಗೆ ನಮ್ಮ ಮೈಸೂರು ಪ್ರತಿಷ್ಠಾನದ ವತಿಯಿಂದ ಆಹಾರ ಧಾನ್ಯ ಕಿಟ್ ವಿತರಿಸಲಾಯಿತು. [313,884,501,908]
paragraph: ನಿತ್ಯ ಸಾವಿರಾರು ಮಂದಿ ತರಕಾರಿ ಖರೀದಿಗೆ ಆಗಮಿಸುವುದರಿಂದ ಈ ಕ್ರಮ ಕೈಗೊಳ್ಳಲಾಗಿದೆ. [736,302,848,319]
paragraph: ಮೈಸೂರು,ಏ.4(ಎಂಟಿಎನ್)- ವಸ್ತು ಪ್ರದರ್ಶನ ಪ್ರಾಧಿಕಾರದ ಆವರಣದಲ್ಲಿ ನಡೆಯುತ್ತಿರುವ ತರಕಾರಿ ಮಾರುಕಟ್ಟೆಯಲ್ಲಿ ಡಿಸ್ ಇನ್‌ಫೆಕ್ಷನ್ ಟನಲ್ ನಿರ್ಮಿಸಲಾಗಿದೆ. [313,150,425,182]
headline-police: ಪೊಲೀಸರ ಕಣ್ಗಾವಲು [177,505,237,515]
paragraph: ಲಾಕ್‌ಡೌನ್ ಉಲ್ಲಂಘಿಸಿ ರಸ್ತೆಗಿಳಿದ ನೂರಾರು ದ್ವಿಚಕ್ರ ವಾಹನಗಳನ್ನು ವಶಕ್ಕೆ ಪಡೆಯಲಾಗಿದ್ದು, ಪ್ರಕರಣ ದಾಖಲಿಸಲಾಗಿದೆ. [108,648,306,664]
paragraph: ಮೈಸೂರು,ಏ.4(ಎಂಟಿಎನ್)- ವಸ್ತು ಪ್ರದರ್ಶನ ಪ್ರಾಧಿಕಾರದ ಆವರಣದಲ್ಲಿ ನಡೆಯುತ್ತಿರುವ ತರಕಾರಿ ಮಾರುಕಟ್ಟೆಯಲ್ಲಿ ಡಿಸ್ ಇನ್‌ಫೆಕ್ಷನ್ ಟನಲ್ ನಿರ್ಮಿಸಲಾಗಿದೆ. [430,442,732,458]
paragraph: ಟನಲ್ ಒಳಗೆ ಪ್ರವೇಶಿಸುವವರ ಮೇಲೆ ಸೋಡಿಯಂ ಹೈಪೋಕ್ಲೋರೈಡ್ ದ್ರಾವಣ ಸಿಂಪಡಣೆಯಾಗಲಿದ್ದು, ವೈರಾಣು ನಾಶವಾಗಲಿದೆ ಎಂದು ಅಧಿಕಾರಿಗಳು ತಿಳಿಸಿದ್ದಾರೆ. [313,371,425,396]
paragraph: ಬೆಳಗಿನಿಂದಲೇ ನಗರದ ಪ್ರಮುಖ ವೃತ್ತಗಳಲ್ಲಿ ಪೊಲೀಸರು ಬ್ಯಾರಿಕೇಡ್ ಹಾಕಿ ವಾಹನ ಸಂಚಾರ ನಿರ್ಬಂಧಿಸಿದ್ದು, ಅನಗತ್ಯವಾಗಿ ಓಡಾಡುವವರ ವಿರುದ್ಧ ಕ್ರಮ ಕೈಗೊಳ್ಳಲಾಗುತ್ತಿದೆ. [108,629,306,645]
paragraph: ನಗರದ ವಿವಿಧ ಬಡಾವಣೆಗಳಲ್ಲಿ ಆರೋಗ್ಯ ಇಲಾಖೆ ಸಿಬ್ಬಂದಿ ಮನೆ ಮನೆಗೆ ತೆರಳಿ ಆರೋಗ್ಯ ಸಮೀಕ್ಷೆ ನಡೆಸುತ್ತಿದ್ದು, ಸಾರ್ವಜನಿಕರು ಸಹಕರಿಸಬೇಕು ಎಂದು ಮನವಿ ಮಾಡಿದ್ದಾರೆ. [108,207,306,224]
paragraph: ಜುಬಿಲೆಂಟ್ ಕಾರ್ಖಾನೆಯ ನೌಕರರು ಮತ್ತು ಅವರ ಸಂಪರ್ಕಕ್ಕೆ ಬಂದವರ ಪೈಕಿ ಇದುವರೆಗೆ ಸೋಂಕು ದೃಢಪಟ್ಟಿದ್ದು, ಅವರನ್ನು ಜಿಲ್ಲಾ ಕೋವಿಡ್ ಆಸ್ಪತ್ರೆಗೆ ದಾಖಲಿಸಲಾಗಿದೆ ಎಂದು ಜಿಲ್ಲಾಧಿಕಾರಿ ಅಭಿರಾಮ್ ಜಿ. ಶಂಕರ್ ತಿಳಿಸಿದ್ದಾರೆ. [108,325,306,350]
ration-queue-photo [527,1008,848,1224]
bottom-story-body [313,1008,523,1228]
paragraph: ನಗರದ ವಿವಿಧ ಬಡಾವಣೆಗಳಲ್ಲಿ ಆರೋಗ್ಯ ಇಲಾಖೆ ಸಿಬ್ಬಂದಿ ಮನೆ ಮನೆಗೆ ತೆರಳಿ ಆರೋಗ್ಯ ಸಮೀಕ್ಷೆ ನಡೆಸುತ್ತಿದ್ದು, ಸಾರ್ವಜನಿಕರು ಸಹಕರಿಸಬೇಕು ಎಂದು ಮನವಿ ಮಾಡಿದ್ದಾರೆ. [108,280,306,296]
headline-shops: 6ಕ್ಕೆ ವ್ಯಾಪಾರ ಮಳಿಗೆ ಬಂದ್ [165,447,249,457]
story2-body-right [556,470,638,658]
issue-date: ಭಾನುವಾರ 5 ಏಪ್ರಿಲ್ 2020 [735,98,848,111]
paragraph: ಮೈಸೂರು,ಏ.4(ಎಂಟಿಎನ್)- ವಸ್ತು ಪ್ರದರ್ಶನ ಪ್ರಾಧಿಕಾರದ ಆವರಣದಲ್ಲಿ ನಡೆಯುತ್ತಿರುವ ತರಕಾರಿ ಮಾರುಕಟ್ಟೆಯಲ್ಲಿ ಡಿಸ್ ಇನ್‌ಫೆಕ್ಷನ್ ಟನಲ್ ನಿರ್ಮಿಸಲಾಗಿದೆ. [313,274,425,307]
masthead [108,96,848,118]
paragraph: ಟನಲ್ ಒಳಗೆ ಪ್ರವೇಶಿಸುವವರ ಮೇಲೆ ಸೋಡಿಯಂ ಹೈಪೋಕ್ಲೋರೈಡ್ ದ್ರಾವಣ ಸಿಂಪಡಣೆಯಾಗಲಿದ್ದು, ವೈರಾಣು ನಾಶವಾಗಲಿದೆ ಎಂದು ಅಧಿಕಾರಿಗಳು ತಿಳಿಸಿದ್ದಾರೆ. [313,247,425,271]
story-shops-body [108,460,306,502]
top-story-headline: ವಸ್ತು ಪ್ರದರ್ಶನ ತರಕಾರಿ ಮಾರುಕಟ್ಟೆಯಲ್ಲಿ 'ಡಿಸ್ ಇನ್‌ಫೆಕ್ಷನ್ ಟನಲ್' [313,120,848,144]
paragraph: ಟನಲ್ ಒಳಗೆ ಪ್ರವೇಶಿಸುವವರ ಮೇಲೆ ಸೋಡಿಯಂ ಹೈಪೋಕ್ಲೋರೈಡ್ ದ್ರಾವಣ ಸಿಂಪಡಣೆಯಾಗಲಿದ್ದು, ವೈರಾಣು ನಾಶವಾಗಲಿದೆ ಎಂದು ಅಧಿಕಾರಿಗಳು ತಿಳಿಸಿದ್ದಾರೆ. [313,185,425,209]
story3-headline: ರಾಜಸ್ಥಾನದ 170 ಕಾರ್ಮಿಕರಿಗೆ 'ನಮ್ಮ ಮೈಸೂರು ಪ್ರತಿಷ್ಠಾನ'ದ ನೆರವು [313,710,584,724]
paragraph: ಒಟ್ಟಾರೆ ನಿಯಮ ಇಲ್ಲದೆ ವಿಪತ್ತು ಪರಿಹಾರ ನಿಧಿಯಡಿ ಎಲ್ಲಾ ರಾಜ್ಯಗಳಿಗೆ ಅನುದಾನ ಬಿಡುಗಡೆ ಮಾಡಲಾಗಿದ್ದು, ಕರ್ನಾಟಕಕ್ಕೆ 395 ಕೋಟಿ ರೂ. ಅನುದಾನ ನೀಡಲಾಗಿದೆ. [108,782,306,798]
donation-caption: ಕೊರೋನಾ ಸೋಂಕು ನಿರ್ಮೂಲನೆಗೆ ರಾಜ್ಯ ಸರ್ಕಾರ ಕೈಗೊಂಡಿರುವ ಕಾರ್ಯಗಳಿಗೆ ಬೆಂಬಲಿಸಿ ದೇಣಿಗೆ ನೀಡಲಾಯಿತು. [642,662,831,677]
page-label: ಪುಟ [112,101,128,113]
paragraph: ಮೈಸೂರು,ಏ.4(ಎಂಟಿಎನ್)- ಕೊರೋನಾ ನಿಯಂತ್ರಣಕ್ಕೆ ಜಿಲ್ಲಾಡಳಿತ ಹಾಗೂ ಆರೋಗ್ಯ ಇಲಾಖೆ ಹಗಲಿರುಳು ಶ್ರಮಿಸುತ್ತಿದ್ದು, ಸಾರ್ವಜನಿಕರು ಸಹಕರಿಸಬೇಕು ಎಂದು ಮನವಿ ಮಾಡಲಾಗಿದೆ. [697,732,848,756]
tunnel-photo-left [430,168,525,413]
headline-cases: 600ಕ್ಕೂ ಹೆಚ್ಚು ಪ್ರಕರಣ ದೃಢ [159,884,255,895]
paragraph: ಜುಬಿಲೆಂಟ್ ಕಾರ್ಖಾನೆಯ ನೌಕರರು ಮತ್ತು ಅವರ ಸಂಪರ್ಕಕ್ಕೆ ಬಂದವರ ಪೈಕಿ ಇದುವರೆಗೆ ಸೋಂಕು ದೃಢಪಟ್ಟಿದ್ದು, ಅವರನ್ನು ಜಿಲ್ಲಾ ಕೋವಿಡ್ ಆಸ್ಪತ್ರೆಗೆ ದಾಖಲಿಸಲಾಗಿದೆ ಎಂದು ಜಿಲ್ಲಾಧಿಕಾರಿ ಅಭಿರಾಮ್ ಜಿ. ಶಂಕರ್ ತಿಳಿಸಿದ್ದಾರೆ. [108,253,306,277]
